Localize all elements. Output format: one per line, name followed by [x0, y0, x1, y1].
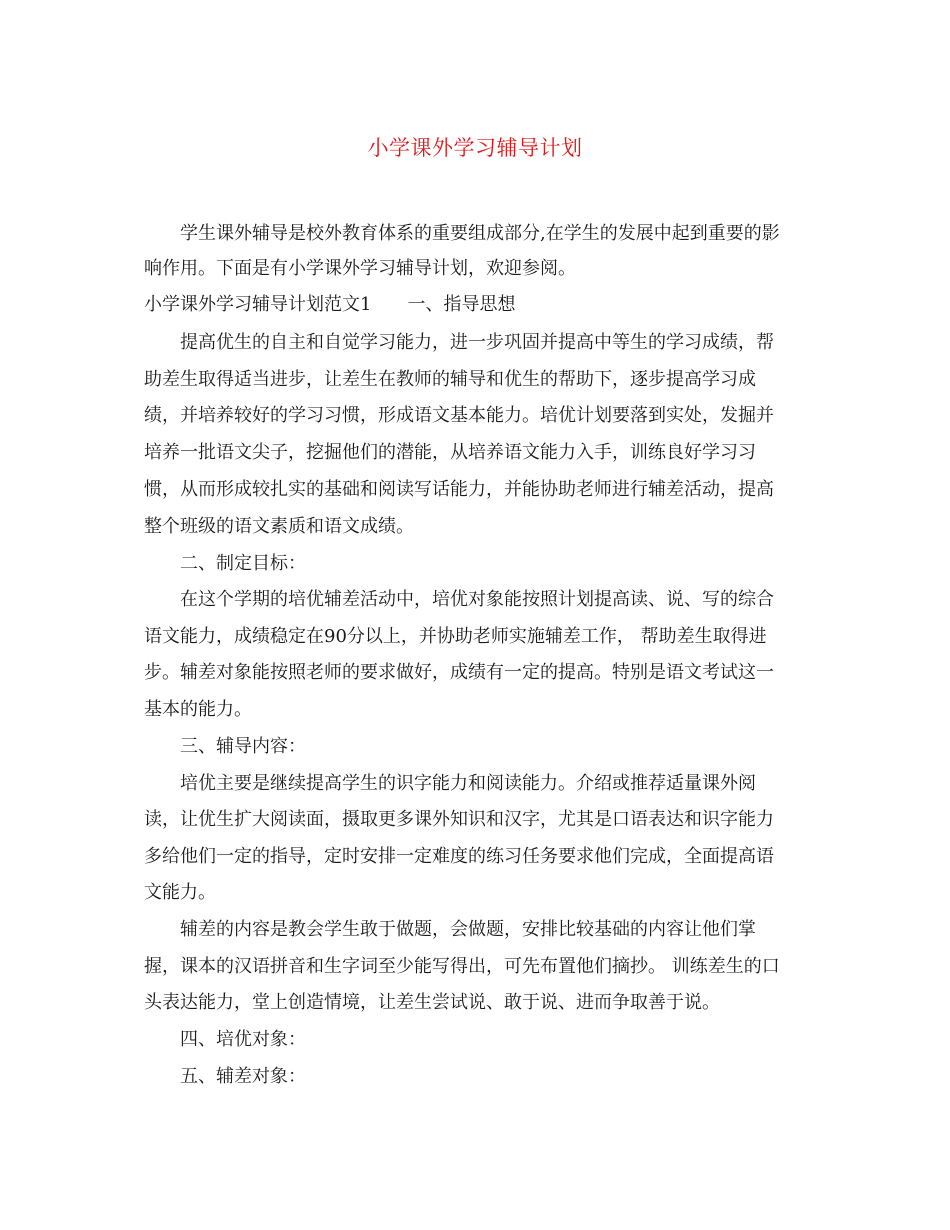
paragraph-line: 握，课本的汉语拼音和生字词至少能写得出，可先布置他们摘抄。 训练差生的口	[144, 956, 780, 977]
paragraph-line: 学生课外辅导是校外教育体系的重要组成部分,在学生的发展中起到重要的影	[180, 223, 780, 244]
paragraph-line: 头表达能力，堂上创造情境，让差生尝试说、敢于说、进而争取善于说。	[144, 992, 720, 1013]
paragraph-line: 文能力。	[144, 882, 216, 903]
paragraph-line: 多给他们一定的指导，定时安排一定难度的练习任务要求他们完成，全面提高语	[144, 846, 774, 867]
paragraph-line: 辅差的内容是教会学生敢于做题，会做题，安排比较基础的内容让他们掌	[180, 919, 756, 940]
section-heading-line: 四、培优对象：	[180, 1029, 306, 1050]
document-title: 小学课外学习辅导计划	[367, 136, 583, 160]
paragraph-line: 响作用。下面是有小学课外学习辅导计划，欢迎参阅。	[144, 258, 576, 279]
paragraph-line: 步。辅差对象能按照老师的要求做好，成绩有一定的提高。特别是语文考试这一	[144, 662, 774, 683]
section-heading-line: 二、制定目标：	[180, 553, 306, 574]
paragraph-line: 基本的能力。	[144, 699, 252, 720]
section-heading-line: 小学课外学习辅导计划范文1 一、指导思想	[144, 294, 516, 315]
paragraph-line: 提高优生的自主和自觉学习能力，进一步巩固并提高中等生的学习成绩，帮	[180, 332, 774, 353]
paragraph-line: 绩，并培养较好的学习习惯，形成语文基本能力。培优计划要落到实处，发掘并	[144, 405, 774, 426]
paragraph-line: 助差生取得适当进步，让差生在教师的辅导和优生的帮助下，逐步提高学习成	[144, 369, 756, 390]
paragraph-line: 整个班级的语文素质和语文成绩。	[144, 516, 414, 537]
section-heading-line: 三、辅导内容：	[180, 736, 306, 757]
section-heading-line: 五、辅差对象：	[180, 1066, 306, 1087]
paragraph-line: 在这个学期的培优辅差活动中，培优对象能按照计划提高读、说、写的综合	[180, 589, 774, 610]
paragraph-line: 语文能力，成绩稳定在90分以上，并协助老师实施辅差工作， 帮助差生取得进	[144, 626, 767, 647]
paragraph-line: 读，让优生扩大阅读面，摄取更多课外知识和汉字，尤其是口语表达和识字能力	[144, 809, 774, 830]
paragraph-line: 惯，从而形成较扎实的基础和阅读写话能力，并能协助老师进行辅差活动，提高	[144, 479, 774, 500]
paragraph-line: 培养一批语文尖子，挖掘他们的潜能，从培养语文能力入手，训练良好学习习	[144, 442, 756, 463]
paragraph-line: 培优主要是继续提高学生的识字能力和阅读能力。介绍或推荐适量课外阅	[180, 773, 756, 794]
